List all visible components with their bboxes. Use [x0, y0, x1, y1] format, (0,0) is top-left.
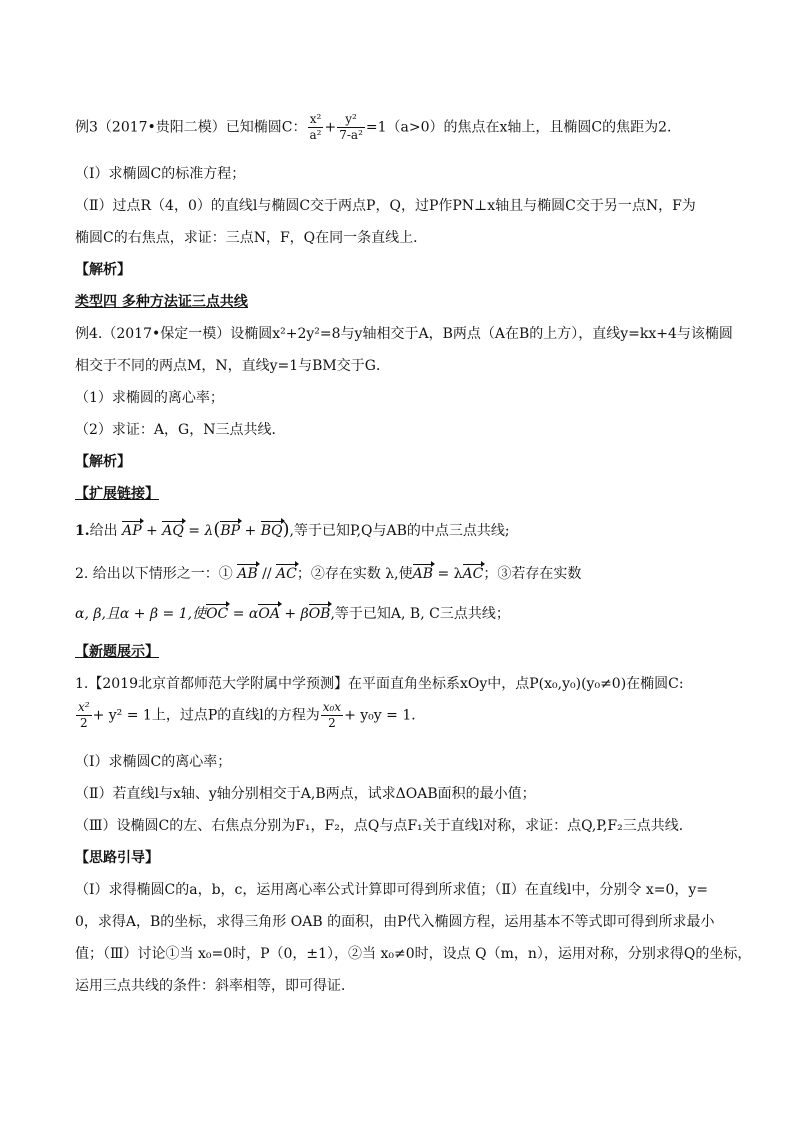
vector-bq: BQ	[260, 523, 283, 539]
fraction-x0x-2: $\frac{\text{x₀x}}{2}$	[322, 700, 342, 730]
solution-hint-line2: 0，求得A，B的坐标，求得三角形 OAB 的面积，由P代入椭圆方程，运用基本不等式即可得到所求最小	[75, 914, 715, 930]
vector-ap: AP	[122, 523, 142, 539]
example4-line1: 例4.（2017•保定一模）设椭圆x²+2y²=8与y轴相交于A，B两点（A在B的上方），直线y=kx+4与该椭圆	[75, 326, 733, 342]
solution-hint-line4: 运用三点共线的条件：斜率相等，即可得证．	[75, 978, 355, 994]
extension-item1: 1.给出 AP + AQ = λ(BP + BQ),等于已知P,Q与AB的中点三点共线;	[75, 519, 510, 540]
new-question-q3: （Ⅲ）设椭圆C的左、右焦点分别为F₁，F₂，点Q与点F₁关于直线l对称，求证：点Q,P,F₂三点共线．	[75, 818, 693, 834]
new-question-heading: 【新题展示】	[75, 644, 159, 660]
vector-aq: AQ	[162, 523, 184, 539]
vector-oa: OA	[258, 606, 280, 622]
example3-q1: （Ⅰ）求椭圆C的标准方程；	[75, 166, 246, 182]
vector-bp: BP	[220, 523, 241, 539]
example4-q2: （2）求证：A，G，N三点共线．	[75, 422, 286, 438]
extension-item2-line1: 2. 给出以下情形之一：① AB // AC；②存在实数 λ,使AB = λAC；③若存在实数	[75, 566, 582, 582]
new-question-q1: （Ⅰ）求椭圆C的离心率；	[75, 754, 232, 770]
vector-ac: AC	[276, 566, 297, 582]
fraction-x2-2: $\frac{\text{x²}}{2}$	[78, 700, 90, 730]
example3-analysis-heading: 【解析】	[75, 262, 131, 278]
solution-hint-heading: 【思路引导】	[75, 850, 159, 866]
extension-links-heading: 【扩展链接】	[75, 486, 159, 502]
example3-q2-line1: （Ⅱ）过点R（4，0）的直线l与椭圆C交于两点P，Q，过P作PN⊥x轴且与椭圆C交于另一点N，F为	[75, 198, 696, 214]
vector-ob: OB	[308, 606, 331, 622]
example4-q1: （1）求椭圆的离心率；	[75, 390, 224, 406]
vector-ab: AB	[237, 566, 258, 582]
vector-ab-2: AB	[412, 566, 434, 582]
new-question-line2: $\frac{\text{x²}}{2}$ + y² = 1上，过点P的直线l的方程为 $\frac{\text{x₀x}}{2}$ + y₀y = 1．	[78, 700, 426, 730]
solution-hint-line1: （Ⅰ）求得椭圆C的a，b，c，运用离心率公式计算即可得到所求值；（Ⅱ）在直线l中，分别令 x=0，y=	[75, 882, 709, 898]
fraction-x2-a2: $\frac{\text{x²}}{\text{a²}}$	[309, 112, 322, 142]
example3-prefix: 例3（2017•贵阳二模）已知椭圆C：	[75, 119, 307, 136]
type4-section-title: 类型四 多种方法证三点共线	[75, 294, 248, 310]
example3-statement: 例3（2017•贵阳二模）已知椭圆C： $\frac{\text{x²}}{\text{a²}}$ + $\frac{\text{y²}}{\text{7-a²}}$ =1（a>0）的焦点在x轴上，且椭圆C的焦距为2．	[75, 112, 682, 142]
new-question-line1: 1.【2019北京首都师范大学附属中学预测】在平面直角坐标系xOy中，点P(x₀,y₀)(y₀≠0)在椭圆C:	[75, 676, 684, 692]
example3-q2-line2: 椭圆C的右焦点，求证：三点N，F，Q在同一条直线上．	[75, 230, 428, 246]
example4-line2: 相交于不同的两点M，N，直线y=1与BM交于G．	[75, 358, 390, 374]
solution-hint-line3: 值；（Ⅲ）讨论①当 x₀=0时，P（0，±1），②当 x₀≠0时，设点 Q（m，n），运用对称，分别求得Q的坐标，	[75, 946, 752, 962]
vector-oc: OC	[206, 606, 229, 622]
fraction-y2-7-a2: $\frac{\text{y²}}{\text{7-a²}}$	[339, 112, 363, 142]
extension-item2-line2: α, β,且α + β = 1,使OC = αOA + βOB,等于已知A, B, C三点共线；	[75, 606, 510, 622]
example4-analysis-heading: 【解析】	[75, 454, 131, 470]
example3-suffix: =1（a>0）的焦点在x轴上，且椭圆C的焦距为2．	[365, 119, 682, 136]
vector-ac-2: AC	[462, 566, 484, 582]
new-question-q2: （Ⅱ）若直线l与x轴、y轴分别相交于A,B两点，试求ΔOAB面积的最小值；	[75, 786, 536, 802]
